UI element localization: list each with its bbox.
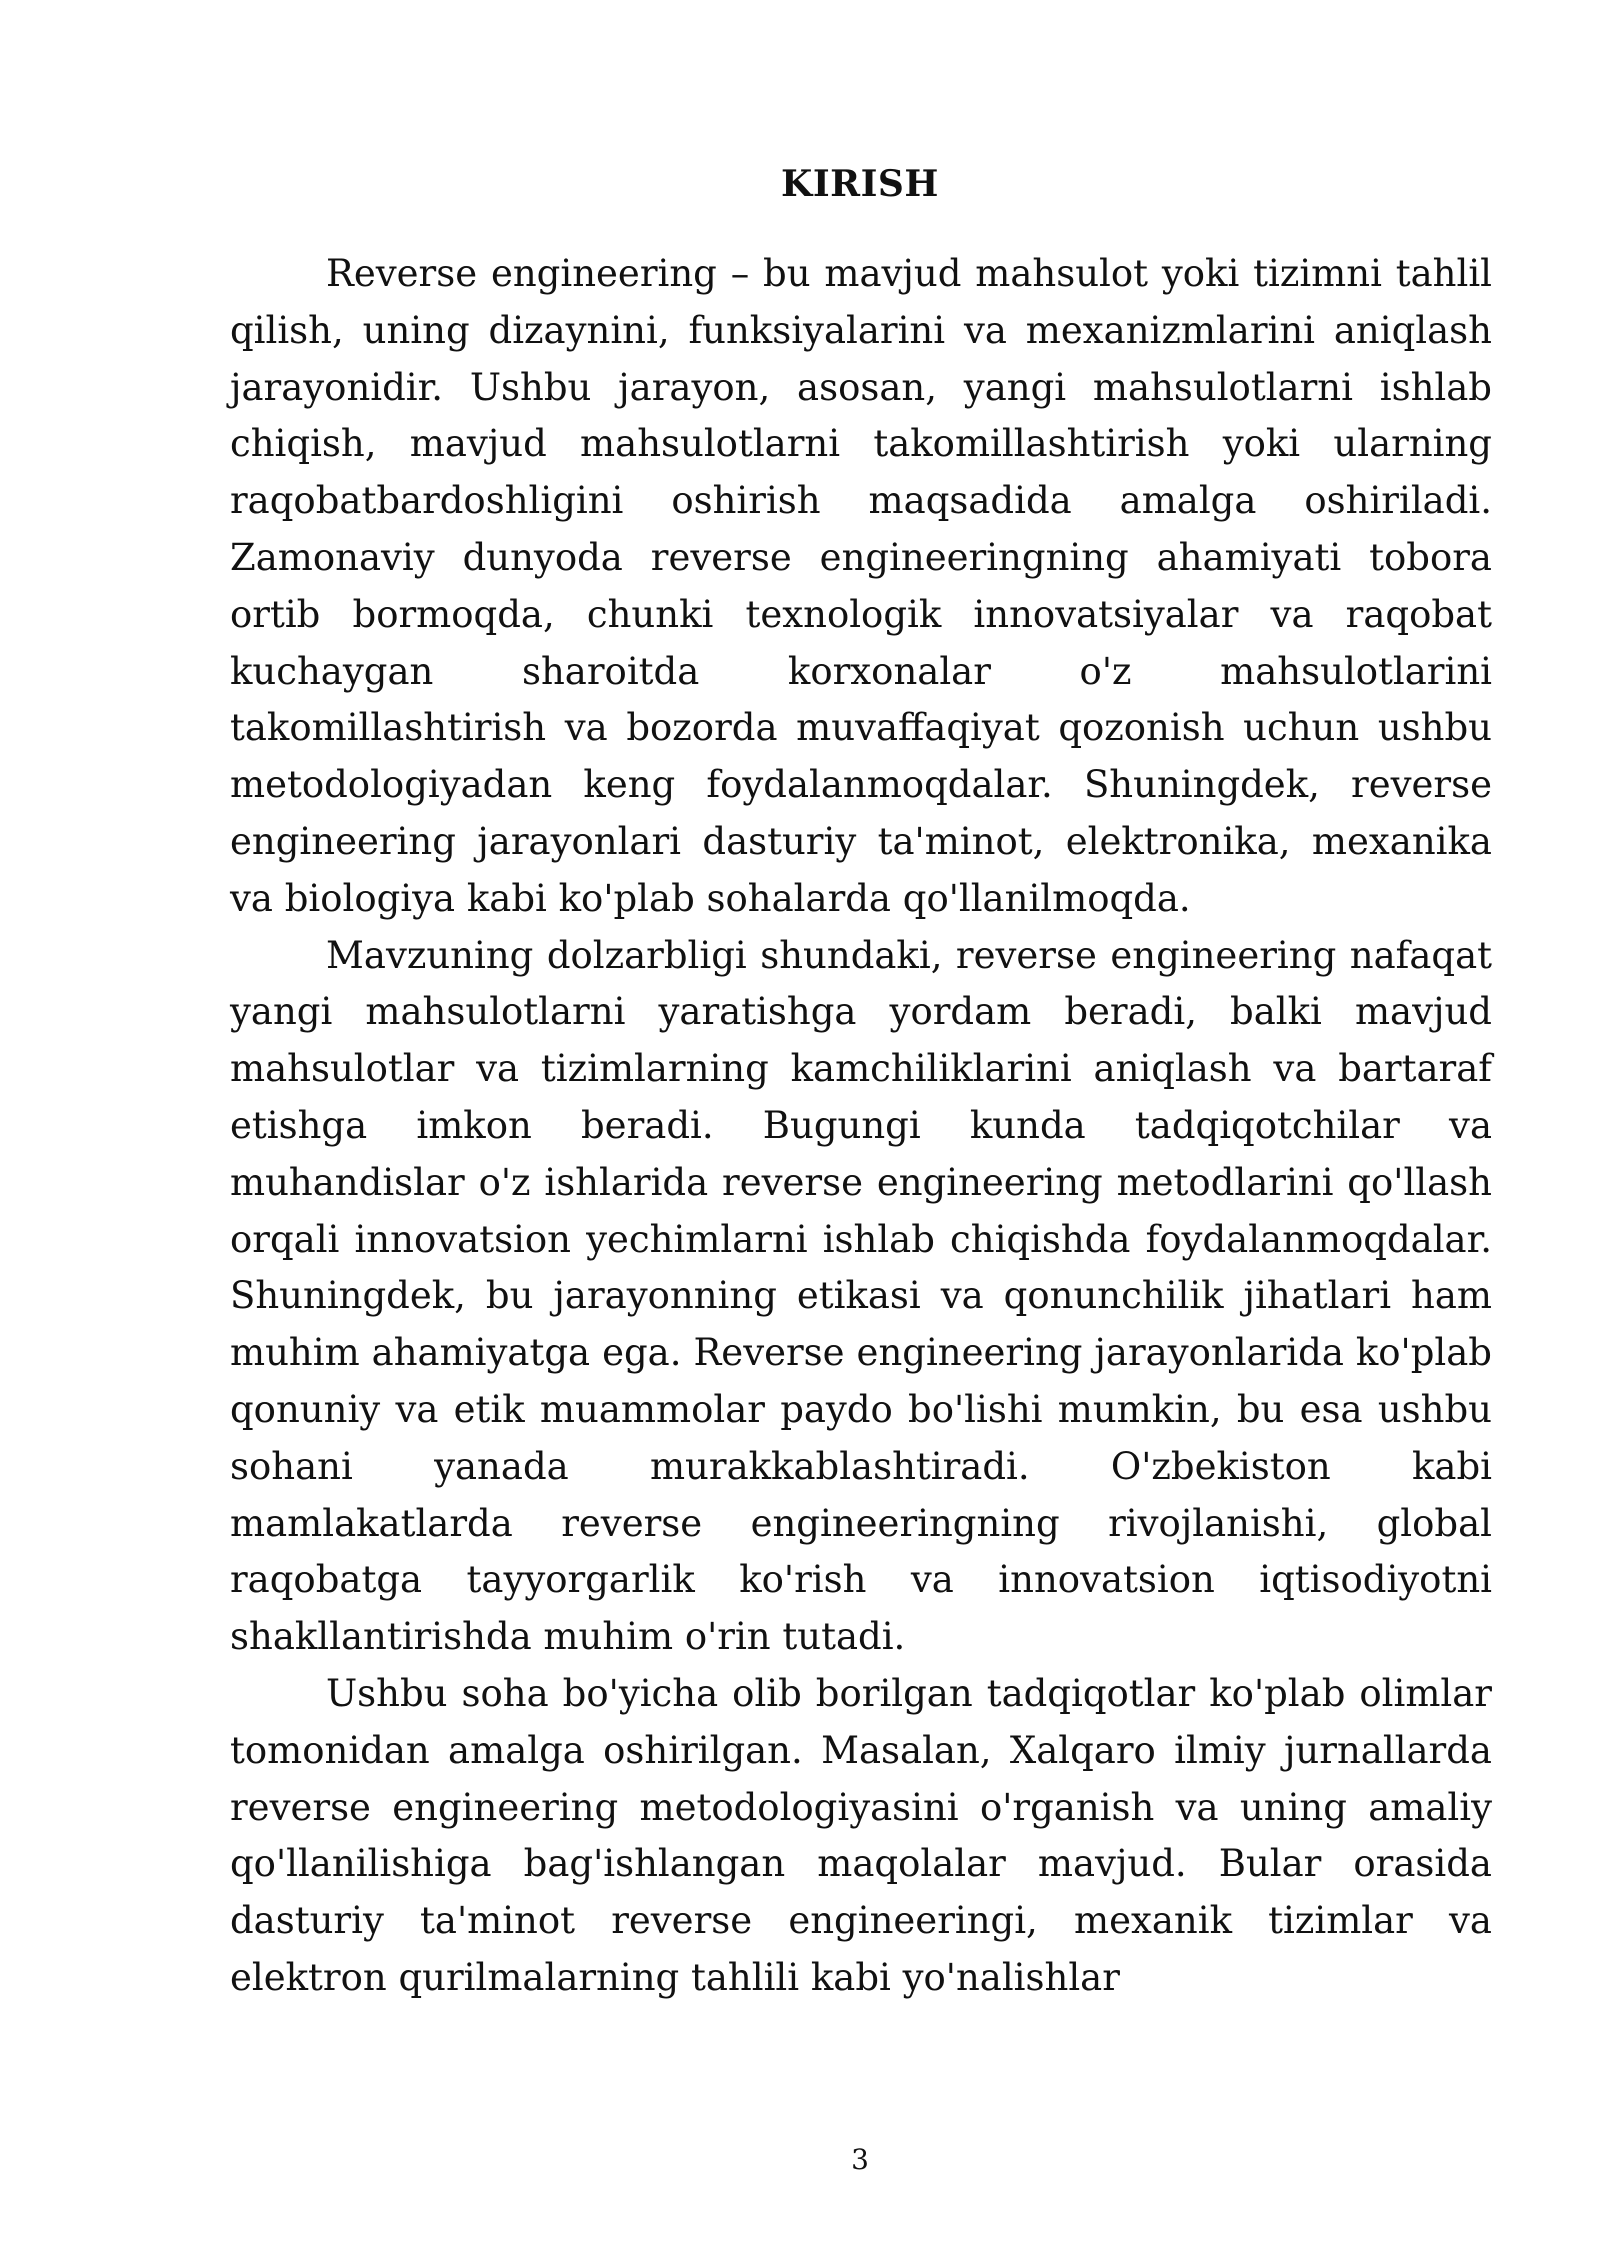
paragraph-research: Ushbu soha bo'yicha olib borilgan tadqiqotlar ko'plab olimlar tomonidan amalga oshirilgan. Masalan, Xalqaro ilmiy jurnallarda reverse engineering metodologiyasini o'rganish va uning amaliy qo'llanilishiga bag'ishlangan maqolalar mavjud. Bular orasida dasturiy ta'minot reverse engineeringi, mexanik tizimlar va elektron qurilmalarning tahlili kabi yo'nalishlar <box>230 1671 1492 1999</box>
paragraph-relevance: Mavzuning dolzarbligi shundaki, reverse engineering nafaqat yangi mahsulotlarni yaratishga yordam beradi, balki mavjud mahsulotlar va tizimlarning kamchiliklarini aniqlash va bartaraf etishga imkon beradi. Bugungi kunda tadqiqotchilar va muhandislar o'z ishlarida reverse engineering metodlarini qo'llash orqali innovatsion yechimlarni ishlab chiqishda foydalanmoqdalar. Shuningdek, bu jarayonning etikasi va qonunchilik jihatlari ham muhim ahamiyatga ega. Reverse engineering jarayonlarida ko'plab qonuniy va etik muammolar paydo bo'lishi mumkin, bu esa ushbu sohani yanada murakkablashtiradi. O'zbekiston kabi mamlakatlarda reverse engineeringning rivojlanishi, global raqobatga tayyorgarlik ko'rish va innovatsion iqtisodiyotni shakllantirishda muhim o'rin tutadi. <box>230 933 1492 1659</box>
body-text <box>230 246 1492 2007</box>
page-number: 3 <box>851 2143 869 2176</box>
page-title: KIRISH <box>781 163 939 205</box>
paragraph-intro: Reverse engineering – bu mavjud mahsulot yoki tizimni tahlil qilish, uning dizaynini, funksiyalarini va mexanizmlarini aniqlash jarayonidir. Ushbu jarayon, asosan, yangi mahsulotlarni ishlab chiqish, mavjud mahsulotlarni takomillashtirish yoki ularning raqobatbardoshligini oshirish maqsadida amalga oshiriladi. Zamonaviy dunyoda reverse engineeringning ahamiyati tobora ortib bormoqda, chunki texnologik innovatsiyalar va raqobat kuchaygan sharoitda korxonalar o'z mahsulotlarini takomillashtirish va bozorda muvaffaqiyat qozonish uchun ushbu metodologiyadan keng foydalanmoqdalar. Shuningdek, reverse engineering jarayonlari dasturiy ta'minot, elektronika, mexanika va biologiya kabi ko'plab sohalarda qo'llanilmoqda. <box>230 252 1492 920</box>
